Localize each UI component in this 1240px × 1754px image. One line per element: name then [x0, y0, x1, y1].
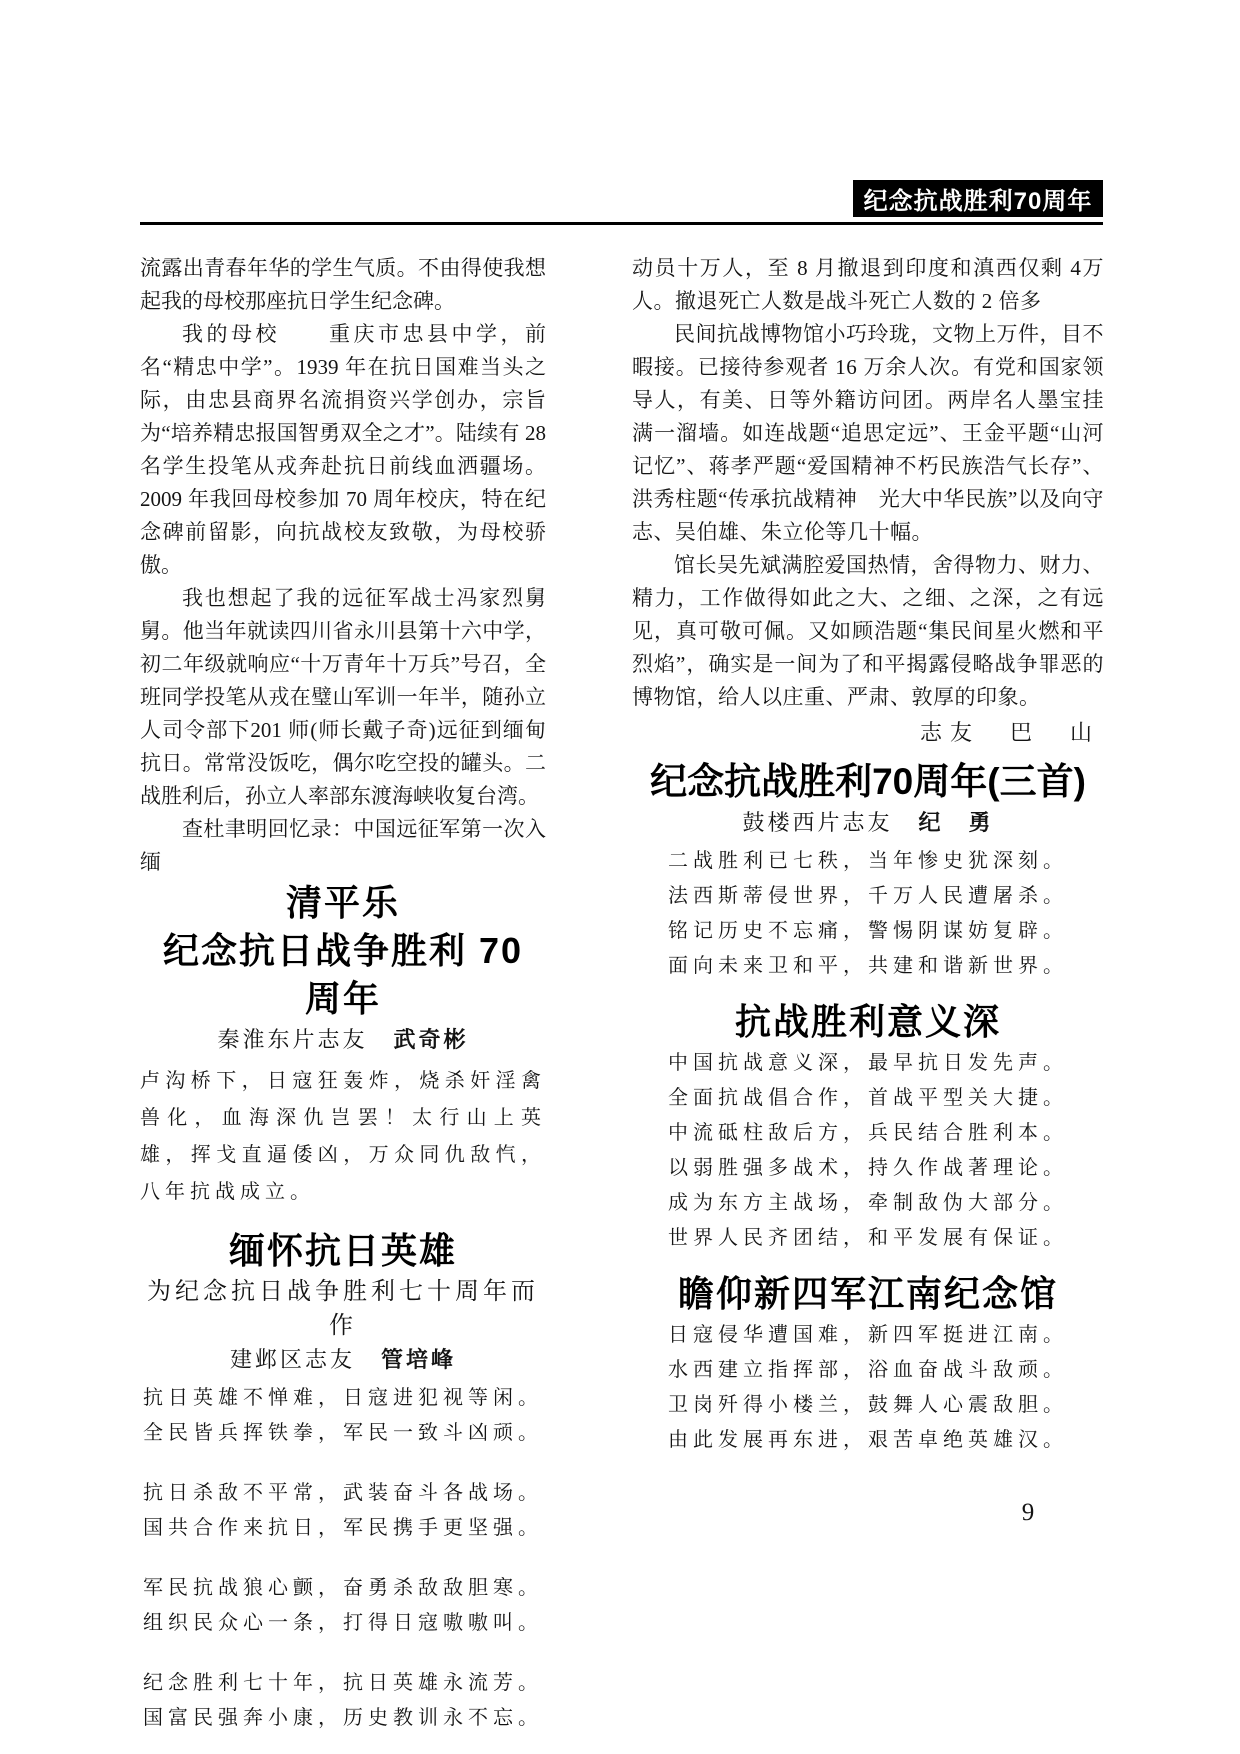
body-paragraph: 馆长吴先斌满腔爱国热情，舍得物力、财力、精力，工作做得如此之大、之细、之深，之有远见，真可敬可佩。又如顾浩题“集民间星火燃和平烈焰”，确实是一间为了和平揭露侵略战争罪恶的博物馆，给人以庄重、严肃、敦厚的印象。 — [632, 553, 1104, 709]
poem-dedication: 为纪念抗日战争胜利七十周年而作 — [147, 1279, 539, 1339]
article-signature: 志友 巴 山 — [919, 720, 1100, 745]
author-group: 鼓楼西片志友 — [742, 810, 893, 835]
poem-title: 瞻仰新四军江南纪念馆 — [677, 1273, 1058, 1314]
author-name: 纪 勇 — [918, 810, 994, 835]
poem-a — [632, 844, 1104, 984]
poem-title: 抗战胜利意义深 — [734, 1001, 1001, 1042]
poem-title: 清平乐 — [285, 882, 400, 923]
poem-line: 抗日杀敌不平常，武装奋斗各战场。 — [143, 1482, 543, 1504]
poem-line: 由此发展再东进，艰苦卓绝英雄汉。 — [668, 1429, 1068, 1451]
poem-line: 卫岗歼得小楼兰，鼓舞人心震敌胆。 — [668, 1394, 1068, 1416]
body-paragraph: 我的母校 重庆市忠县中学，前名“精忠中学”。1939 年在抗日国难当头之际，由忠县商界名流捐资兴学创办，宗旨为“培养精忠报国智勇双全之才”。陆续有 28 名学生投笔从戎奔赴抗日前线血洒疆场。2009 年我回母校参加 70 周年校庆，特在纪念碑前留影，向抗战校友致敬，为母校骄傲。 — [140, 322, 546, 577]
poem-c — [632, 1318, 1104, 1458]
poem-line: 水西建立指挥部，浴血奋战斗敌顽。 — [668, 1359, 1068, 1381]
page-header-tag: 纪念抗战胜利70周年 — [853, 180, 1103, 217]
poem-b — [632, 1046, 1104, 1256]
poem-stanzas — [140, 1381, 546, 1736]
poem-subtitle-title: 纪念抗日战争胜利 70 周年 — [162, 930, 524, 1019]
page-number: 9 — [1021, 1499, 1035, 1526]
author-group: 建邺区志友 — [229, 1347, 355, 1372]
poem-line: 日寇侵华遭国难，新四军挺进江南。 — [668, 1324, 1068, 1346]
body-paragraph: 我也想起了我的远征军战士冯家烈舅舅。他当年就读四川省永川县第十六中学，初二年级就响应“十万青年十万兵”号召，全班同学投笔从戎在璧山军训一年半，随孙立人司令部下201 师(师长戴子奇)远征到缅甸抗日。常常没饭吃，偶尔吃空投的罐头。二战胜利后，孙立人率部东渡海峡收复台湾。 — [140, 586, 546, 808]
header-rule — [140, 222, 1103, 225]
poem-line: 国富民强奔小康，历史教训永不忘。 — [143, 1707, 543, 1729]
poem-line: 铭记历史不忘痛，警惕阴谋妨复辟。 — [668, 920, 1068, 942]
poem-line: 抗日英雄不惮难，日寇进犯视等闲。 — [143, 1387, 543, 1409]
poem-line: 中国抗战意义深，最早抗日发先声。 — [668, 1052, 1068, 1074]
poem-author — [140, 1023, 546, 1057]
left-column — [140, 252, 546, 1736]
poem-line: 法西斯蒂侵世界，千万人民遭屠杀。 — [668, 885, 1068, 907]
poem-line: 面向未来卫和平，共建和谐新世界。 — [668, 955, 1068, 977]
poem-line: 世界人民齐团结，和平发展有保证。 — [668, 1227, 1068, 1249]
poem-stanza — [140, 1571, 546, 1641]
poem-stanza — [140, 1381, 546, 1451]
author-group: 秦淮东片志友 — [217, 1027, 368, 1052]
poem-line: 国共合作来抗日，军民携手更坚强。 — [143, 1517, 543, 1539]
poem-line: 纪念胜利七十年，抗日英雄永流芳。 — [143, 1672, 543, 1694]
poem-stanza — [140, 1666, 546, 1736]
author-name: 武奇彬 — [393, 1027, 469, 1052]
poem-line: 二战胜利已七秩，当年惨史犹深刻。 — [668, 850, 1068, 872]
poem-line: 组织民众心一条，打得日寇嗷嗷叫。 — [143, 1612, 543, 1634]
body-paragraph: 民间抗战博物馆小巧玲珑，文物上万件，目不暇接。已接待参观者 16 万余人次。有党和国家领导人，有美、日等外籍访问团。两岸名人墨宝挂满一溜墙。如连战题“追思定远”、王金平题“山河记忆”、蒋孝严题“爱国精神不朽民族浩气长存”、洪秀柱题“传承抗战精神 光大中华民族”以及向守志、吴伯雄、朱立伦等几十幅。 — [632, 322, 1104, 544]
poem-line: 以弱胜强多战术，持久作战著理论。 — [668, 1157, 1068, 1179]
poem-author — [140, 1343, 546, 1377]
body-paragraph: 查杜聿明回忆录：中国远征军第一次入缅 — [140, 817, 546, 874]
poem-author — [632, 806, 1104, 840]
poem-line: 全面抗战倡合作，首战平型关大捷。 — [668, 1087, 1068, 1109]
poem-text: 卢沟桥下，日寇狂轰炸，烧杀奸淫禽兽化，血海深仇岂罢！太行山上英雄，挥戈直逼倭凶，万众同仇敌忾，八年抗战成立。 — [140, 1070, 546, 1203]
poem-stanza — [140, 1476, 546, 1546]
author-name: 管培峰 — [381, 1347, 457, 1372]
poem-title: 缅怀抗日英雄 — [228, 1230, 457, 1271]
poem-line: 成为东方主战场，牵制敌伪大部分。 — [668, 1192, 1068, 1214]
poem-set-title: 纪念抗战胜利70周年(三首) — [650, 761, 1086, 802]
right-column — [632, 252, 1104, 1458]
poem-line: 全民皆兵挥铁拳，军民一致斗凶顽。 — [143, 1422, 543, 1444]
poem-line: 中流砥柱敌后方，兵民结合胜利本。 — [668, 1122, 1068, 1144]
body-paragraph: 动员十万人，至 8 月撤退到印度和滇西仅剩 4万人。撤退死亡人数是战斗死亡人数的 2 倍多 — [632, 256, 1104, 313]
poem-line: 军民抗战狼心颤，奋勇杀敌敌胆寒。 — [143, 1577, 543, 1599]
body-paragraph: 流露出青春年华的学生气质。不由得使我想起我的母校那座抗日学生纪念碑。 — [140, 256, 546, 313]
